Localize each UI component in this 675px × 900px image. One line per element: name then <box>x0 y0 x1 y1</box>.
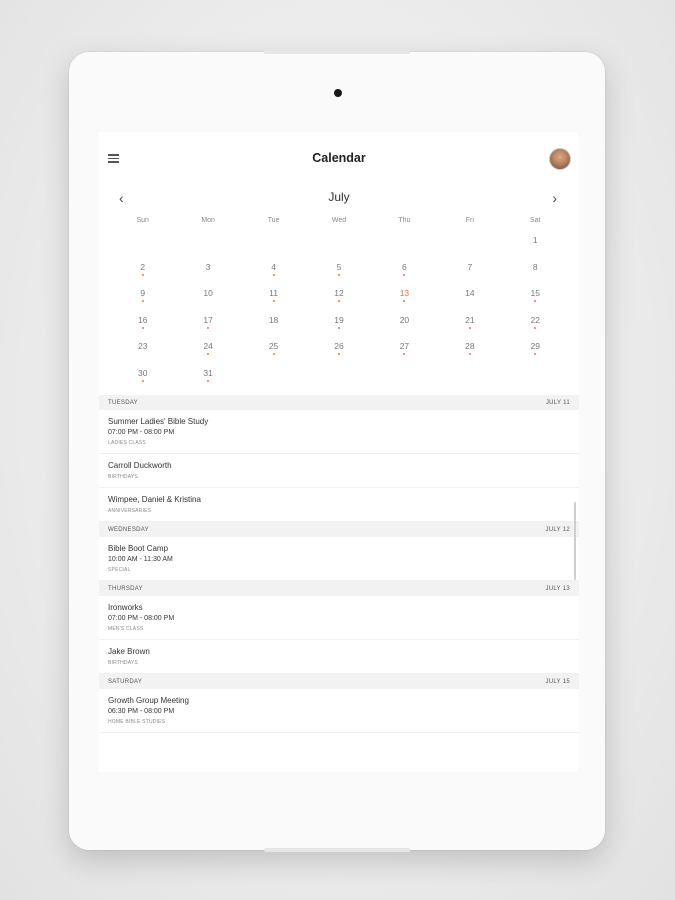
event-dot-icon <box>273 353 275 355</box>
calendar-day-number: 21 <box>465 314 475 325</box>
calendar-day[interactable] <box>503 336 568 363</box>
calendar-day-number: 2 <box>140 261 146 272</box>
calendar-day-number: 25 <box>268 341 279 351</box>
event-item[interactable] <box>99 689 579 733</box>
camera-lens <box>334 89 342 97</box>
event-dot-icon <box>207 327 209 329</box>
calendar-day[interactable] <box>372 310 437 337</box>
section-date: JULY 15 <box>545 678 570 685</box>
event-time: 07:00 PM - 08:00 PM <box>108 615 175 622</box>
calendar-day-number: 16 <box>137 314 148 325</box>
calendar-day[interactable] <box>241 257 306 284</box>
event-dot-icon <box>469 353 471 355</box>
tablet-top-button <box>264 50 410 54</box>
calendar-day-number: 30 <box>137 367 148 378</box>
calendar-day-number: 20 <box>399 314 410 325</box>
event-dot-icon <box>142 300 144 302</box>
calendar-day-number: 22 <box>530 314 541 325</box>
calendar-day-number: 31 <box>203 367 213 378</box>
event-dot-icon <box>142 274 144 276</box>
calendar-day[interactable] <box>372 257 437 284</box>
calendar-blank <box>175 230 240 257</box>
calendar-day[interactable] <box>437 336 502 363</box>
calendar-day[interactable] <box>241 310 306 337</box>
calendar-day-number: 26 <box>334 341 344 351</box>
event-dot-icon <box>207 380 209 382</box>
section-date: JULY 13 <box>545 585 570 592</box>
event-dot-icon <box>403 274 405 276</box>
weekday-label: Wed <box>331 216 347 224</box>
weekday-label: Mon <box>201 216 215 224</box>
event-category: BIRTHDAYS <box>108 660 138 666</box>
calendar-day-number: 17 <box>203 314 213 325</box>
section-date: JULY 11 <box>545 399 570 406</box>
calendar-day[interactable] <box>306 283 371 310</box>
calendar-day[interactable] <box>110 336 175 363</box>
day-section-header <box>99 581 579 596</box>
calendar-day-number: 27 <box>399 341 410 351</box>
calendar-day[interactable] <box>175 336 240 363</box>
section-day: TUESDAY <box>108 399 138 406</box>
calendar-day[interactable] <box>503 257 568 284</box>
event-dot-icon <box>338 274 340 276</box>
calendar-day-number: 12 <box>334 288 344 298</box>
event-title: Carroll Duckworth <box>108 461 172 470</box>
month-navigation <box>99 188 579 210</box>
calendar-day-number: 18 <box>268 314 279 325</box>
weekday-label: Sun <box>136 216 149 224</box>
app-screen <box>99 132 579 772</box>
weekday-label: Tue <box>267 216 280 224</box>
calendar-day[interactable] <box>437 283 502 310</box>
calendar-blank <box>437 230 502 257</box>
calendar-day[interactable] <box>372 283 437 310</box>
calendar-day[interactable] <box>437 310 502 337</box>
section-day: THURSDAY <box>108 585 143 592</box>
section-date: JULY 12 <box>545 526 570 533</box>
calendar-day-number: 13 <box>399 288 410 298</box>
month-label: July <box>328 190 350 204</box>
calendar-day-number: 24 <box>203 341 213 351</box>
calendar-day[interactable] <box>503 310 568 337</box>
event-category: ANNIVERSARIES <box>108 508 152 514</box>
calendar-day[interactable] <box>110 363 175 390</box>
calendar-day-number: 6 <box>402 261 407 272</box>
event-dot-icon <box>534 327 536 329</box>
event-dot-icon <box>142 380 144 382</box>
calendar-day-number: 10 <box>203 288 213 298</box>
event-dot-icon <box>534 353 536 355</box>
page-title: Calendar <box>312 151 366 165</box>
event-time: 06:30 PM - 08:00 PM <box>108 708 175 715</box>
event-item[interactable] <box>99 410 579 454</box>
calendar-day[interactable] <box>175 363 240 390</box>
calendar-blank <box>241 230 306 257</box>
weekday-label: Fri <box>465 216 474 224</box>
event-title: Bible Boot Camp <box>108 544 169 553</box>
calendar-day-number: 3 <box>205 261 211 272</box>
event-item[interactable] <box>99 596 579 640</box>
calendar-day[interactable] <box>110 310 175 337</box>
calendar-day-number: 28 <box>465 341 475 351</box>
calendar-day-number: 9 <box>140 288 146 298</box>
event-title: Jake Brown <box>108 647 150 656</box>
calendar-day[interactable] <box>503 230 568 257</box>
calendar-day-number: 14 <box>465 288 475 298</box>
event-item[interactable] <box>99 537 579 581</box>
day-section-header <box>99 522 579 537</box>
event-dot-icon <box>338 327 340 329</box>
calendar-day-number: 15 <box>530 288 541 298</box>
event-dot-icon <box>469 327 471 329</box>
calendar-day-number: 8 <box>532 261 538 272</box>
section-day: WEDNESDAY <box>108 526 149 533</box>
calendar-day[interactable] <box>175 283 240 310</box>
event-title: Wimpee, Daniel & Kristina <box>108 495 201 504</box>
calendar-day[interactable] <box>110 283 175 310</box>
calendar-day-number: 7 <box>467 261 473 272</box>
event-item[interactable] <box>99 640 579 674</box>
tablet-bottom-bar <box>264 848 410 852</box>
event-time: 10:00 AM - 11:30 AM <box>108 556 173 563</box>
event-dot-icon <box>142 327 144 329</box>
weekday-label: Sat <box>530 216 541 224</box>
chevron-left-icon[interactable]: ‹ <box>119 190 124 206</box>
calendar-grid <box>99 230 579 389</box>
avatar[interactable] <box>549 148 571 170</box>
calendar-day-number: 23 <box>137 341 148 351</box>
event-dot-icon <box>403 300 405 302</box>
calendar-blank <box>372 230 437 257</box>
event-category: MEN'S CLASS <box>108 626 144 632</box>
calendar-blank <box>306 230 371 257</box>
calendar-day-number: 1 <box>532 235 538 245</box>
app-header <box>99 132 579 188</box>
weekday-label: Thu <box>398 216 411 224</box>
event-title: Summer Ladies' Bible Study <box>108 417 209 426</box>
day-section-header <box>99 674 579 689</box>
section-day: SATURDAY <box>108 678 143 685</box>
event-item[interactable] <box>99 454 579 488</box>
calendar-day[interactable] <box>437 257 502 284</box>
event-title: Growth Group Meeting <box>108 696 189 705</box>
event-dot-icon <box>273 300 275 302</box>
day-section-header <box>99 395 579 410</box>
chevron-right-icon[interactable]: › <box>552 190 557 206</box>
event-dot-icon <box>338 300 340 302</box>
calendar-day[interactable] <box>110 257 175 284</box>
event-category: LADIES CLASS <box>108 440 146 446</box>
event-dot-icon <box>403 353 405 355</box>
calendar-day-number: 5 <box>336 261 342 272</box>
calendar-day[interactable] <box>175 257 240 284</box>
calendar-day-number: 19 <box>334 314 344 325</box>
calendar-day-number: 11 <box>269 288 278 298</box>
calendar-day[interactable] <box>306 336 371 363</box>
calendar-blank <box>110 230 175 257</box>
calendar-day[interactable] <box>241 283 306 310</box>
scrollbar[interactable] <box>574 502 576 580</box>
calendar-day[interactable] <box>503 283 568 310</box>
calendar-day-number: 29 <box>530 341 541 351</box>
calendar-day[interactable] <box>241 336 306 363</box>
calendar-day[interactable] <box>372 336 437 363</box>
event-list <box>99 395 579 733</box>
event-dot-icon <box>273 274 275 276</box>
event-time: 07:00 PM - 08:00 PM <box>108 429 175 436</box>
event-category: SPECIAL <box>108 567 131 573</box>
event-dot-icon <box>207 353 209 355</box>
event-title: Ironworks <box>108 603 143 612</box>
calendar-day[interactable] <box>306 257 371 284</box>
event-dot-icon <box>534 300 536 302</box>
event-item[interactable] <box>99 488 579 522</box>
weekday-header <box>99 210 579 230</box>
calendar-day[interactable] <box>306 310 371 337</box>
event-category: BIRTHDAYS <box>108 474 138 480</box>
event-dot-icon <box>338 353 340 355</box>
calendar-day-number: 4 <box>271 261 276 272</box>
tablet-frame <box>69 52 605 850</box>
event-category: HOME BIBLE STUDIES <box>108 719 166 725</box>
calendar-day[interactable] <box>175 310 240 337</box>
